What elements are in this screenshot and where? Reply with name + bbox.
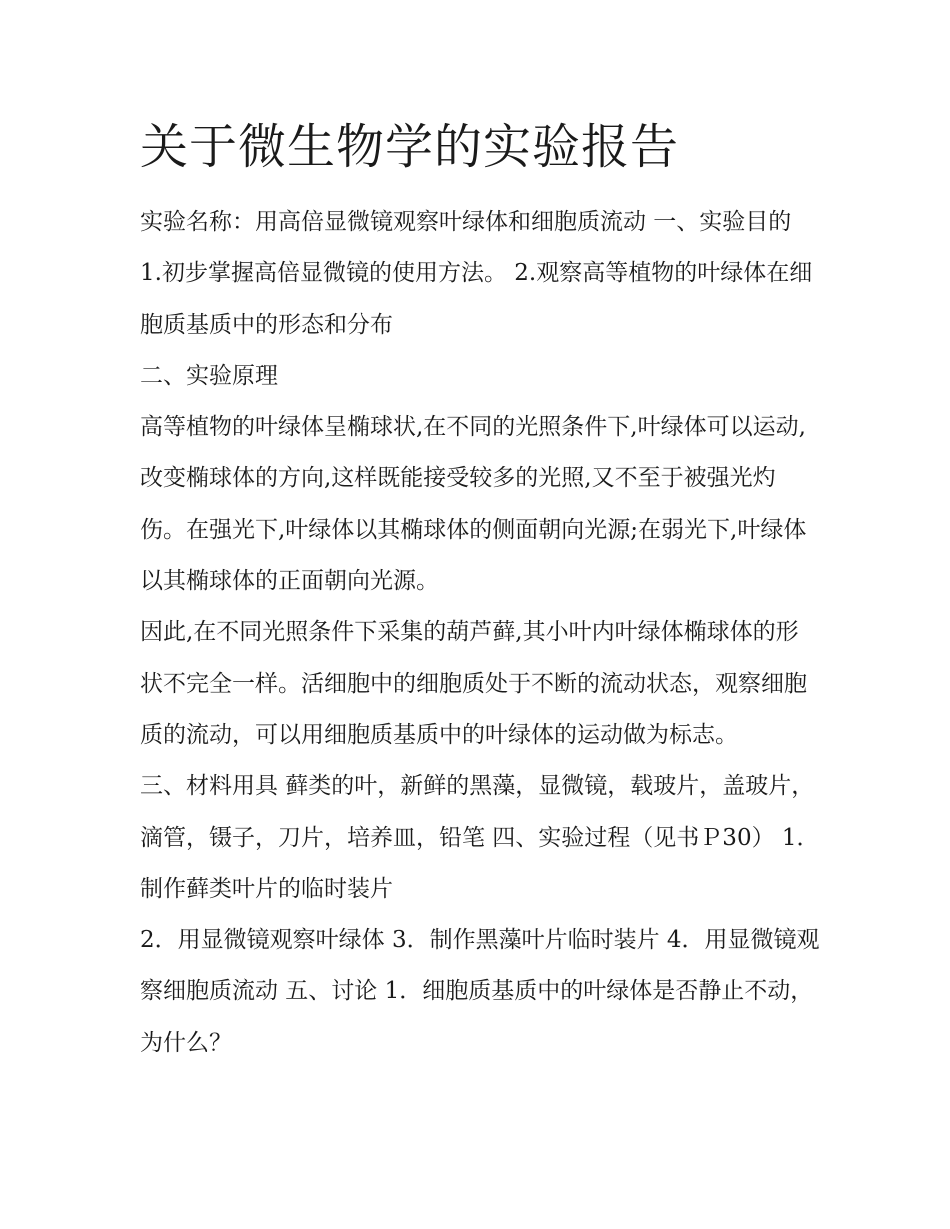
paragraph-principle-cont: 因此,在不同光照条件下采集的葫芦藓,其小叶内叶绿体椭球体的形状不完全一样。活细胞中的细胞质处于不断的流动状态，观察细胞质的流动，可以用细胞质基质中的叶绿体的运动做为标志。 [140, 619, 807, 748]
document-title: 关于微生物学的实验报告 [140, 119, 680, 175]
paragraph-procedure: 2．用显微镜观察叶绿体 3．制作黑藻叶片临时装片 4．用显微镜观察细胞质流动 五、讨论 1．细胞质基质中的叶绿体是否静止不动，为什么？ [140, 927, 820, 1056]
paragraph-principle-heading: 二、实验原理 [140, 362, 278, 389]
paragraph-intro: 实验名称：用高倍显微镜观察叶绿体和细胞质流动 一、实验目的 1.初步掌握高倍显微镜的使用方法。 2.观察高等植物的叶绿体在细胞质基质中的形态和分布 [140, 209, 813, 338]
paragraph-principle: 高等植物的叶绿体呈椭球状,在不同的光照条件下,叶绿体可以运动,改变椭球体的方向,这样既能接受较多的光照,又不至于被强光灼伤。在强光下,叶绿体以其椭球体的侧面朝向光源;在弱光下,叶绿体以其椭球体的正面朝向光源。 [140, 414, 807, 595]
paragraph-materials: 三、材料用具 藓类的叶，新鲜的黑藻，显微镜，载玻片，盖玻片，滴管，镊子，刀片，培养皿，铅笔 四、实验过程（见书Ｐ30） 1．制作藓类叶片的临时装片 [140, 773, 820, 902]
document-body [140, 197, 820, 1069]
